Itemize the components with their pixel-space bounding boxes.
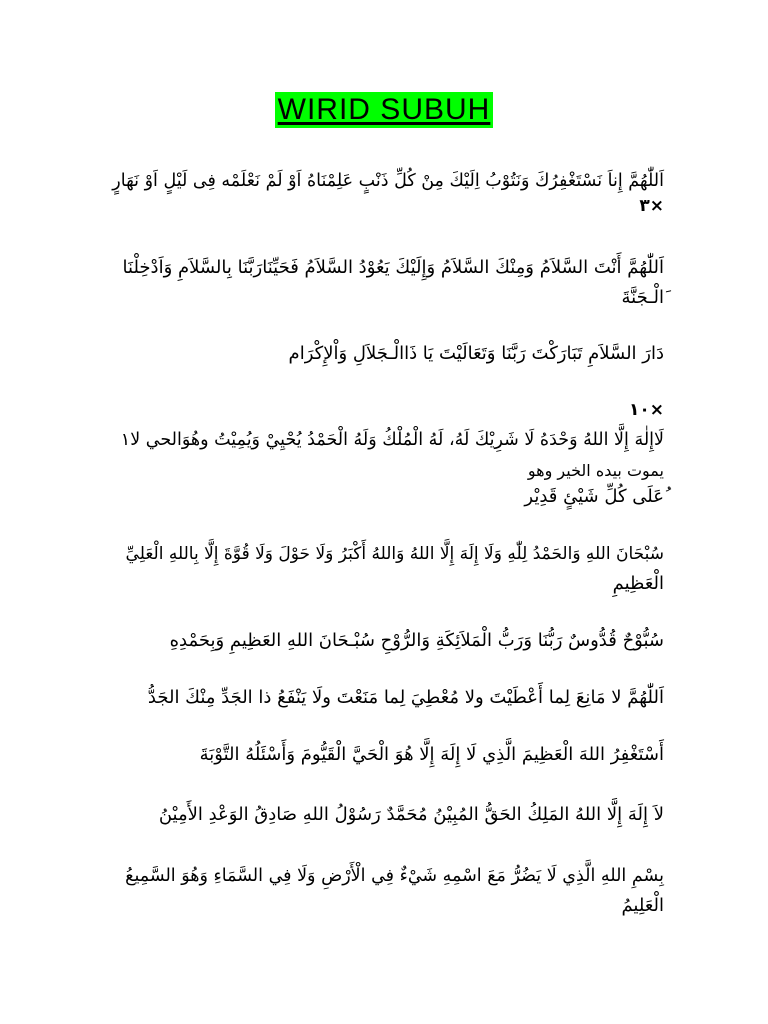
prayer-7-line-1: اَللّٰهُمَّ لا مَانِعَ لِما أَعْطَيْتَ ولا مُعْطِيَ لِما مَنَعْتَ ولَا يَنْفَعُ ذا الجَدِّ مِنْكَ الجَدُّ (147, 687, 664, 708)
prayer-4-line-1: لَاإِلٰهَ إِلَّا اللهُ وَحْدَهُ لَا شَرِيْكَ لَهُ، لَهُ الْمُلْكُ وَلَهُ الْحَمْدُ يُحْيِيْ وَيُمِيْتُ وهُوَالحي لا١ (120, 430, 664, 450)
prayer-2-line-1: اَللّٰهُمَّ أَنْتَ السَّلاَمُ وَمِنْكَ السَّلاَمُ وَإِلَيْكَ يَعُوْدُ السَّلاَمُ فَحَيِّنَارَبَّنَا بِالسَّلاَمِ وَاَدْخِلْنَا (122, 257, 664, 278)
prayer-5-line-2: الْعَظِيمِ (612, 573, 664, 594)
prayer-10-line-2: الْعَلِيمُ (621, 895, 664, 916)
prayer-8-line-1: أَسْتَغْفِرُ اللهَ الْعَظِيمَ الَّذِي لَا إِلَهَ إِلَّا هُوَ الْحَيَّ الْقَيُّومَ وَأَسْئَلُهُ التَّوْبَةَ (199, 744, 664, 765)
prayer-4-repeat-count: ×١٠ (628, 400, 664, 420)
title-wrap (0, 92, 768, 128)
prayer-1-repeat-count: ×٣ (639, 196, 664, 216)
prayer-4-line-3: ُعَلَى كُلِّ شَيْئٍ قَدِيْر (524, 486, 664, 507)
page-title: WIRID SUBUH (275, 92, 494, 128)
prayer-6-line-1: سُبُّوْحٌ قُدُّوسٌ رَبُّنَا وَرَبُّ الْمَلاَئِكَةِ وَالرُّوْحِ سُبْـحَانَ اللهِ العَظِيمِ وَبِحَمْدِهِ (169, 630, 664, 651)
prayer-9-line-1: لاَ إِلَهَ إِلَّا اللهُ المَلِكُ الحَقُّ المُبِيْنُ مُحَمَّدٌ رَسُوْلُ اللهِ صَادِقُ الوَعْدِ الأَمِيْنُ (158, 804, 664, 825)
prayer-3-line-1: دَارَ السَّلاَمِ تَبَارَكْتَ رَبَّنَا وَتَعَالَيْتَ يَا ذَاالْـجَلاَلِ وَاْلإِكْرَام (288, 343, 664, 364)
prayer-1-line-1: اَللّٰهُمَّ إِناَ نَسْتَغْفِرُكَ وَنَتُوْبُ اِلَيْكَ مِنْ كُلِّ ذَنْبٍ عَلِمْنَاهُ اَوْ لَمْ نَعْلَمْه فِى لَيْلٍ اَوْ نَهَارٍ (112, 171, 664, 191)
prayer-2-line-2: َالْـجَنَّةَ (621, 287, 664, 308)
prayer-4-line-2: يموت بيده الخير وهو (527, 461, 664, 480)
prayer-10-line-1: بِسْمِ اللهِ الَّذِي لَا يَضُرُّ مَعَ اسْمِهِ شَيْءٌ فِي الْأَرْضِ وَلَا فِي السَّمَاءِ وَهُوَ السَّمِيعُ (125, 866, 664, 886)
prayer-5-line-1: سُبْحَانَ اللهِ وَالحَمْدُ لِلّٰهِ وَلَا إِلَهَ إِلَّا اللهُ وَاللهُ أَكْبَرُ وَلَا حَوْلَ وَلَا قُوَّةَ إِلَّا بِاللهِ الْعَلِيِّ (125, 544, 664, 564)
